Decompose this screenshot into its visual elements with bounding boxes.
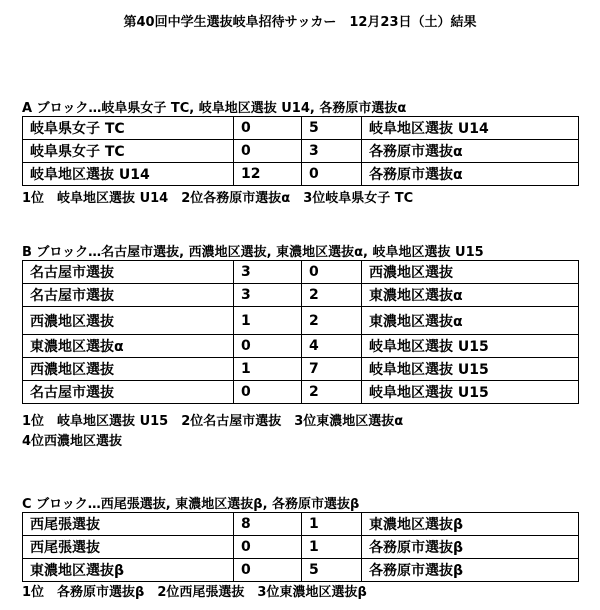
team2-cell: 東濃地区選抜α [362, 284, 579, 307]
table-row [23, 284, 579, 307]
score2-cell: 2 [302, 284, 362, 307]
team2-cell: 岐阜地区選抜 U15 [362, 335, 579, 358]
score1-cell: 0 [234, 335, 302, 358]
table-row [23, 513, 579, 536]
team2-cell: 各務原市選抜α [362, 140, 579, 163]
team2-cell: 岐阜地区選抜 U15 [362, 358, 579, 381]
score1-cell: 0 [234, 140, 302, 163]
team1-cell: 岐阜地区選抜 U14 [23, 163, 234, 186]
team1-cell: 西濃地区選抜 [23, 307, 234, 335]
score1-cell: 8 [234, 513, 302, 536]
score2-cell: 5 [302, 559, 362, 582]
table-row [23, 381, 579, 404]
score1-cell: 1 [234, 307, 302, 335]
block-b-table [22, 260, 579, 404]
block-b-standings: 1位 岐阜地区選抜 U15 2位名古屋市選抜 3位東濃地区選抜α [22, 414, 404, 429]
score2-cell: 2 [302, 307, 362, 335]
team1-cell: 名古屋市選抜 [23, 284, 234, 307]
table-row [23, 307, 579, 335]
block-b-standings-2: 4位西濃地区選抜 [22, 434, 123, 449]
table-row [23, 358, 579, 381]
team1-cell: 東濃地区選抜β [23, 559, 234, 582]
score1-cell: 0 [234, 559, 302, 582]
score2-cell: 0 [302, 261, 362, 284]
team2-cell: 各務原市選抜α [362, 163, 579, 186]
table-row [23, 536, 579, 559]
score1-cell: 0 [234, 381, 302, 404]
score2-cell: 0 [302, 163, 362, 186]
score1-cell: 12 [234, 163, 302, 186]
team1-cell: 名古屋市選抜 [23, 381, 234, 404]
score2-cell: 2 [302, 381, 362, 404]
team1-cell: 東濃地区選抜α [23, 335, 234, 358]
score2-cell: 7 [302, 358, 362, 381]
block-a-heading: A ブロック…岐阜県女子 TC, 岐阜地区選抜 U14, 各務原市選抜α [22, 101, 407, 116]
score1-cell: 1 [234, 358, 302, 381]
block-c-standings: 1位 各務原市選抜β 2位西尾張選抜 3位東濃地区選抜β [22, 585, 367, 600]
table-row [23, 163, 579, 186]
team1-cell: 西尾張選抜 [23, 536, 234, 559]
table-row [23, 559, 579, 582]
score2-cell: 5 [302, 117, 362, 140]
block-a-table [22, 116, 579, 186]
block-c-table [22, 512, 579, 582]
score1-cell: 0 [234, 117, 302, 140]
table-row [23, 335, 579, 358]
table-row [23, 140, 579, 163]
page-title: 第40回中学生選抜岐阜招待サッカー 12月23日（土）結果 [123, 15, 477, 30]
team2-cell: 岐阜地区選抜 U15 [362, 381, 579, 404]
team2-cell: 東濃地区選抜α [362, 307, 579, 335]
block-a-standings: 1位 岐阜地区選抜 U14 2位各務原市選抜α 3位岐阜県女子 TC [22, 191, 414, 206]
team2-cell: 各務原市選抜β [362, 536, 579, 559]
team2-cell: 各務原市選抜β [362, 559, 579, 582]
score1-cell: 3 [234, 284, 302, 307]
table-row [23, 117, 579, 140]
score2-cell: 1 [302, 513, 362, 536]
score1-cell: 0 [234, 536, 302, 559]
team2-cell: 西濃地区選抜 [362, 261, 579, 284]
team1-cell: 岐阜県女子 TC [23, 117, 234, 140]
score2-cell: 1 [302, 536, 362, 559]
score2-cell: 3 [302, 140, 362, 163]
block-b-heading: B ブロック…名古屋市選抜, 西濃地区選抜, 東濃地区選抜α, 岐阜地区選抜 U15 [22, 245, 484, 260]
block-c-heading: C ブロック…西尾張選抜, 東濃地区選抜β, 各務原市選抜β [22, 497, 360, 512]
score2-cell: 4 [302, 335, 362, 358]
team1-cell: 岐阜県女子 TC [23, 140, 234, 163]
table-row [23, 261, 579, 284]
score1-cell: 3 [234, 261, 302, 284]
team2-cell: 岐阜地区選抜 U14 [362, 117, 579, 140]
team1-cell: 名古屋市選抜 [23, 261, 234, 284]
team1-cell: 西濃地区選抜 [23, 358, 234, 381]
team1-cell: 西尾張選抜 [23, 513, 234, 536]
team2-cell: 東濃地区選抜β [362, 513, 579, 536]
